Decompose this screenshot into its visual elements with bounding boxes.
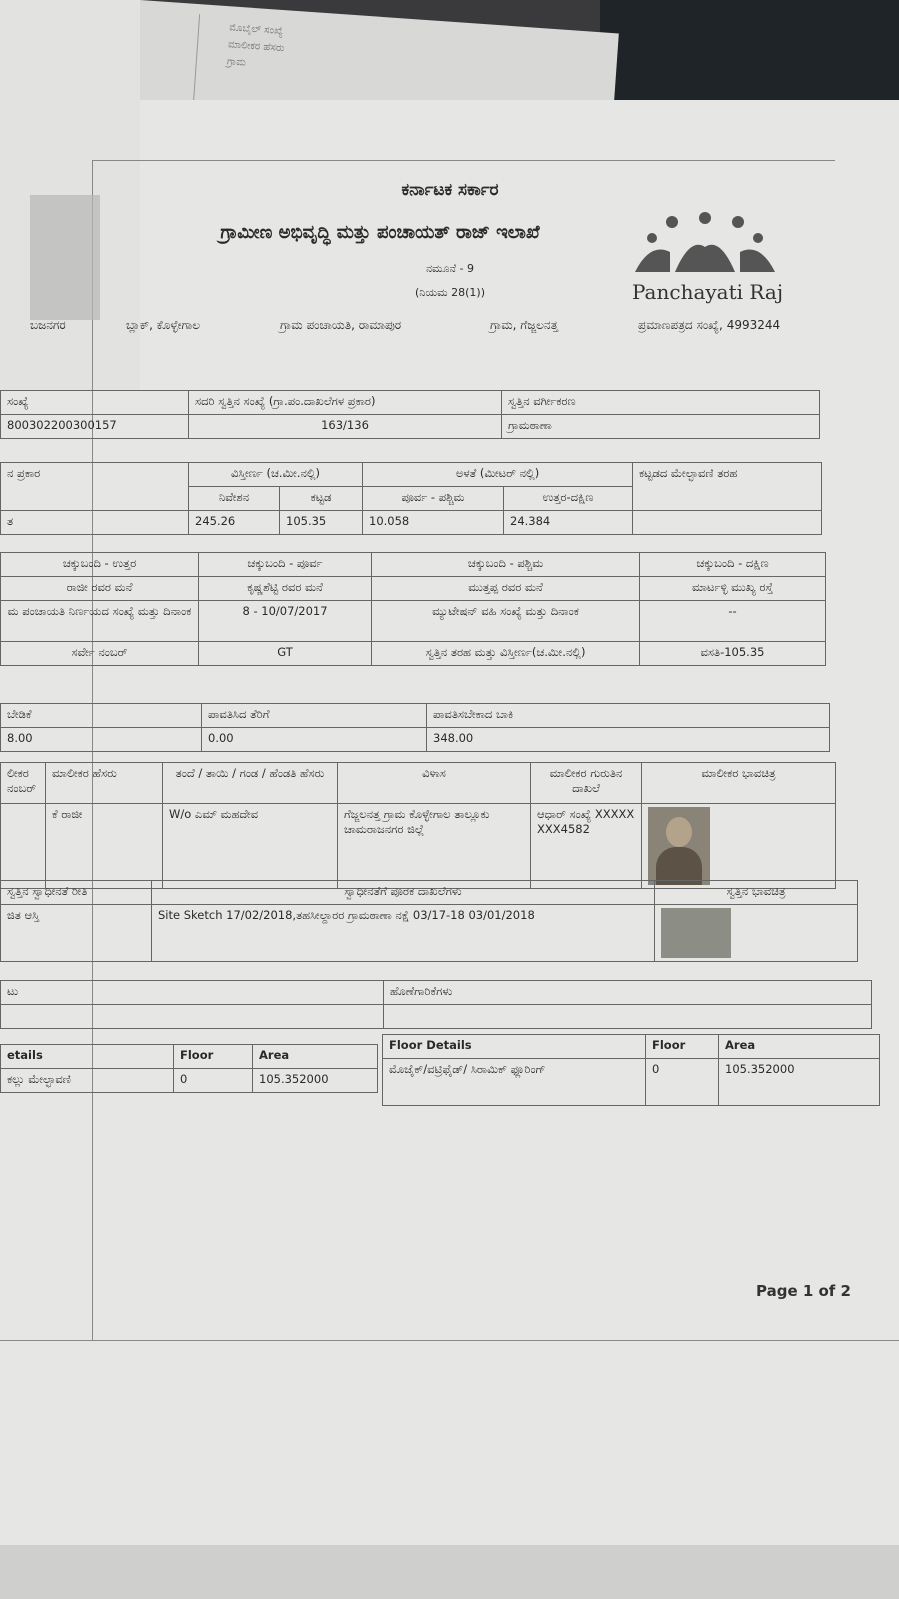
page-number: Page 1 of 2 bbox=[756, 1282, 851, 1300]
v-site: 245.26 bbox=[189, 511, 280, 535]
v-type: ತ bbox=[1, 511, 189, 535]
h-north-south: ಉತ್ತರ-ದಕ್ಷಿಣ bbox=[504, 487, 633, 511]
v-floor-details-right: ಮೊಜೈಕ್/ವಟ್ರಿಫೈಡ್/ ಸಿರಾಮಿಕ್ ಫ್ಲೂರಿಂಗ್ bbox=[383, 1059, 646, 1106]
property-id-table bbox=[0, 390, 820, 439]
emblem-icon bbox=[30, 195, 100, 320]
h-south: ಚಕ್ಕುಬಂದಿ - ದಕ್ಷಿಣ bbox=[640, 553, 826, 577]
v-area-left: 105.352000 bbox=[253, 1069, 378, 1093]
v-due: 348.00 bbox=[427, 728, 830, 752]
h-property-photo: ಸ್ವತ್ತಿನ ಭಾವಚಿತ್ರ bbox=[655, 881, 858, 905]
bottom-strip bbox=[0, 1545, 899, 1599]
h-area: ವಿಸ್ತೀರ್ಣ (ಚ.ಮೀ.ನಲ್ಲಿ) bbox=[189, 463, 363, 487]
h-left-blank: ಟು bbox=[1, 981, 384, 1005]
h-address: ವಿಳಾಸ bbox=[338, 763, 531, 804]
h-liabilities: ಹೊಣೆಗಾರಿಕೆಗಳು bbox=[384, 981, 872, 1005]
v-paid: 0.00 bbox=[202, 728, 427, 752]
v-floor-right: 0 bbox=[646, 1059, 719, 1106]
v-owner-name: ಕೆ ರಾಜೀ bbox=[46, 804, 163, 889]
form-number: ನಮೂನೆ - 9 bbox=[425, 262, 475, 275]
village-info: ಗ್ರಾಮ, ಗೆಜ್ಜಲನತ್ತ bbox=[490, 318, 558, 332]
h-dimensions: ಅಳತೆ (ಮೀಟರ್ ನಲ್ಲಿ) bbox=[363, 463, 633, 487]
background-paper: ಮೊಬೈಲ್ ಸಂಖ್ಯೆ ಮಾಲೀಕರ ಹೆಸರು ಗ್ರಾಮ bbox=[132, 0, 619, 143]
h-east-west: ಪೂರ್ವ - ಪಶ್ಚಿಮ bbox=[363, 487, 504, 511]
background-dark bbox=[600, 0, 899, 110]
floor-table-left bbox=[0, 1044, 378, 1093]
v-building: 105.35 bbox=[280, 511, 363, 535]
v-north-south: 24.384 bbox=[504, 511, 633, 535]
v-classification: ಗ್ರಾಮಠಾಣಾ bbox=[502, 415, 820, 439]
h-mutation: ಮ್ಯುಟೇಷನ್ ವಹಿ ಸಂಖ್ಯೆ ಮತ್ತು ದಿನಾಂಕ bbox=[372, 601, 640, 642]
h-demand: ಬೇಡಿಕೆ bbox=[1, 704, 202, 728]
h-supporting-docs: ಸ್ವಾಧೀನತೆಗೆ ಪೂರಕ ದಾಖಲೆಗಳು bbox=[152, 881, 655, 905]
rule-number: (ನಿಯಮ 28(1)) bbox=[414, 286, 486, 299]
v-floor-details-left: ಕಲ್ಲು ಮೇಲ್ಛಾವಣಿ bbox=[1, 1069, 174, 1093]
v-survey: GT bbox=[199, 642, 372, 666]
v-mutation: -- bbox=[640, 601, 826, 642]
h-resolution: ಮ ಪಂಚಾಯತಿ ನಿರ್ಣಯದ ಸಂಖ್ಯೆ ಮತ್ತು ದಿನಾಂಕ bbox=[1, 601, 199, 642]
v-parent-name: W/o ಎಮ್ ಮಹದೇವ bbox=[163, 804, 338, 889]
h-survey: ಸರ್ವೇ ನಂಬರ್ bbox=[1, 642, 199, 666]
h-floor-right: Floor bbox=[646, 1035, 719, 1059]
owner-photo bbox=[648, 807, 710, 885]
v-id: 800302200300157 bbox=[1, 415, 189, 439]
h-area-right: Area bbox=[719, 1035, 880, 1059]
v-supporting-docs: Site Sketch 17/02/2018,ತಹಸೀಲ್ದಾರರ ಗ್ರಾಮಠಾಣಾ ನಕ್ಷೆ 03/17-18 03/01/2018 bbox=[152, 905, 655, 962]
v-west: ಮುತ್ತಪ್ಪ ರವರ ಮನೆ bbox=[372, 577, 640, 601]
h-property-type: ಸ್ವತ್ತಿನ ತರಹ ಮತ್ತು ವಿಸ್ತೀರ್ಣ(ಚ.ಮೀ.ನಲ್ಲಿ) bbox=[372, 642, 640, 666]
h-north: ಚಕ್ಕುಬಂದಿ - ಉತ್ತರ bbox=[1, 553, 199, 577]
gp-info: ಗ್ರಾಮ ಪಂಚಾಯತಿ, ರಾಮಾಪುರ bbox=[280, 318, 402, 332]
floor-table-right bbox=[382, 1034, 880, 1106]
h-type: ನ ಪ್ರಕಾರ bbox=[1, 463, 189, 511]
v-east-west: 10.058 bbox=[363, 511, 504, 535]
v-id-proof: ಆಧಾರ್ ಸಂಖ್ಯೆ XXXXXXXX4582 bbox=[531, 804, 642, 889]
h-owner-photo: ಮಾಲೀಕರ ಭಾವಚಿತ್ರ bbox=[642, 763, 836, 804]
v-address: ಗೆಜ್ಜಲನತ್ತ ಗ್ರಾಮ ಕೊಳ್ಳೇಗಾಲ ತಾಲ್ಲೂಕು ಚಾಮರಾಜನಗರ ಜಿಲ್ಲೆ bbox=[338, 804, 531, 889]
panchayati-raj-logo-icon bbox=[630, 212, 780, 282]
certificate-number: ಪ್ರಮಾಣಪತ್ರದ ಸಂಖ್ಯೆ, 4993244 bbox=[638, 318, 781, 332]
h-site: ನಿವೇಶನ bbox=[189, 487, 280, 511]
h-owner-no: ಲೀಕರ ನಂಬರ್ bbox=[1, 763, 46, 804]
h-paid: ಪಾವತಿಸಿದ ತೆರಿಗೆ bbox=[202, 704, 427, 728]
owner-table bbox=[0, 762, 836, 889]
tax-table bbox=[0, 703, 830, 752]
liabilities-table bbox=[0, 980, 872, 1029]
v-demand: 8.00 bbox=[1, 728, 202, 752]
h-building: ಕಟ್ಟಡ bbox=[280, 487, 363, 511]
h-classification: ಸ್ವತ್ತಿನ ವರ್ಗೀಕರಣ bbox=[502, 391, 820, 415]
h-possession-mode: ಸ್ವತ್ತಿನ ಸ್ವಾಧೀನತೆ ರೀತಿ bbox=[1, 881, 152, 905]
dept-title: ಗ್ರಾಮೀಣ ಅಭಿವೃದ್ಧಿ ಮತ್ತು ಪಂಚಾಯತ್ ರಾಜ್ ಇಲಾಖೆ bbox=[220, 222, 540, 243]
v-roof-type bbox=[633, 511, 822, 535]
v-south: ಮಾರ್ಟಳ್ಳಿ ಮುಖ್ಯ ರಸ್ತೆ bbox=[640, 577, 826, 601]
possession-table bbox=[0, 880, 858, 962]
govt-title: ಕರ್ನಾಟಕ ಸರ್ಕಾರ bbox=[401, 180, 499, 200]
h-id: ಸಂಖ್ಯೆ bbox=[1, 391, 189, 415]
v-property-type: ವಸತಿ-105.35 bbox=[640, 642, 826, 666]
h-roof-type: ಕಟ್ಟಡದ ಮೇಲ್ಛಾವಣಿ ತರಹ bbox=[633, 463, 822, 511]
h-west: ಚಕ್ಕುಬಂದಿ - ಪಶ್ಚಿಮ bbox=[372, 553, 640, 577]
h-east: ಚಕ್ಕುಬಂದಿ - ಪೂರ್ವ bbox=[199, 553, 372, 577]
h-property-no: ಸದರಿ ಸ್ವತ್ತಿನ ಸಂಖ್ಯೆ (ಗ್ರಾ.ಪಂ.ದಾಖಲೆಗಳ ಪ್ರಕಾರ) bbox=[189, 391, 502, 415]
v-property-no: 163/136 bbox=[189, 415, 502, 439]
h-floor-left: Floor bbox=[174, 1045, 253, 1069]
boundaries-table bbox=[0, 552, 826, 666]
logo-text: Panchayati Raj bbox=[632, 280, 784, 304]
area-table bbox=[0, 462, 822, 535]
h-floor-details-right: Floor Details bbox=[383, 1035, 646, 1059]
v-resolution: 8 - 10/07/2017 bbox=[199, 601, 372, 642]
block-info: ಬ್ಲಾಕ್, ಕೊಳ್ಳೇಗಾಲ bbox=[126, 318, 201, 332]
h-due: ಪಾವತಿಸಬೇಕಾದ ಬಾಕಿ bbox=[427, 704, 830, 728]
v-floor-left: 0 bbox=[174, 1069, 253, 1093]
v-east: ಕೃಷ್ಣಶೆಟ್ಟಿ ರವರ ಮನೆ bbox=[199, 577, 372, 601]
h-owner-name: ಮಾಲೀಕರ ಹೆಸರು bbox=[46, 763, 163, 804]
v-possession-mode: ಜಿತ ಆಸ್ತಿ bbox=[1, 905, 152, 962]
h-area-left: Area bbox=[253, 1045, 378, 1069]
v-north: ರಾಜೀ ರವರ ಮನೆ bbox=[1, 577, 199, 601]
v-area-right: 105.352000 bbox=[719, 1059, 880, 1106]
h-floor-details-left: etails bbox=[1, 1045, 174, 1069]
h-id-proof: ಮಾಲೀಕರ ಗುರುತಿನ ದಾಖಲೆ bbox=[531, 763, 642, 804]
emblem-label: ಬಜನಗರ bbox=[30, 318, 66, 332]
property-photo bbox=[661, 908, 731, 958]
h-parent-name: ತಂದೆ / ತಾಯಿ / ಗಂಡ / ಹೆಂಡತಿ ಹೆಸರು bbox=[163, 763, 338, 804]
